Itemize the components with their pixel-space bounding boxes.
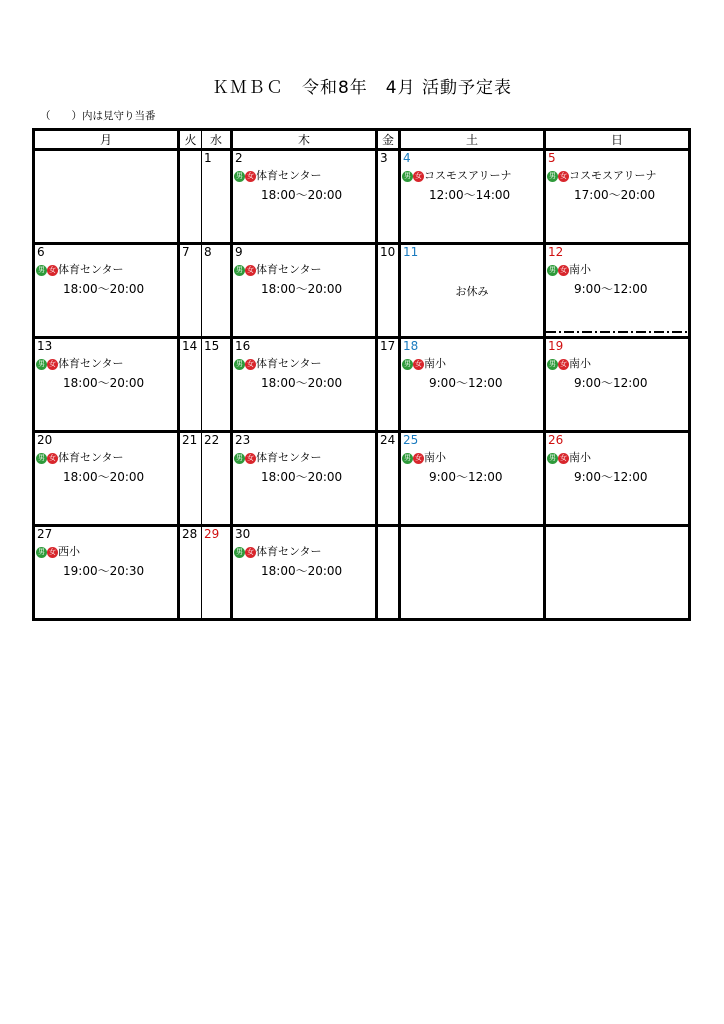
male-badge-icon: 男: [236, 265, 243, 274]
day-cell-mon: [34, 338, 179, 432]
event-time: 9:00～12:00: [574, 376, 648, 390]
place-label: 体育センター: [58, 451, 124, 464]
day-cell-fri: [377, 150, 400, 244]
event-time: 18:00～20:00: [261, 564, 343, 578]
date-number: 19: [548, 339, 564, 353]
date-number: 11: [403, 245, 419, 259]
day-cell-thu: [232, 244, 377, 338]
header-sat: 土: [400, 130, 545, 150]
event-time: 18:00～20:00: [63, 376, 145, 390]
event-place: [35, 451, 177, 465]
female-badge-icon: 女: [247, 453, 254, 462]
day-cell-tue: [179, 432, 202, 526]
date-number: 14: [182, 339, 198, 353]
day-cell-sat: [400, 244, 545, 338]
date-number: 20: [37, 433, 53, 447]
date-number: 3: [380, 151, 388, 165]
date-number: 1: [204, 151, 212, 165]
male-badge-icon: 男: [549, 171, 556, 180]
place-label: 体育センター: [256, 263, 322, 276]
female-badge-icon: 女: [49, 265, 56, 274]
day-cell-fri: [377, 244, 400, 338]
place-label: 南小: [569, 263, 591, 276]
header-tue: 火: [179, 130, 202, 150]
male-badge-icon: 男: [236, 171, 243, 180]
date-number: 9: [235, 245, 243, 259]
week-row: [34, 150, 690, 244]
date-number: 12: [548, 245, 564, 259]
female-badge-icon: 女: [247, 265, 254, 274]
header-mon: 月: [34, 130, 179, 150]
female-badge-icon: 女: [415, 171, 422, 180]
female-badge-icon: 女: [560, 265, 567, 274]
date-number: 29: [204, 527, 220, 541]
header-thu: 木: [232, 130, 377, 150]
day-cell-sat: [400, 526, 545, 620]
day-cell-sun: [545, 526, 690, 620]
event-time: 9:00～12:00: [429, 376, 503, 390]
week-row: [34, 526, 690, 620]
date-number: 23: [235, 433, 251, 447]
day-cell-mon: [34, 244, 179, 338]
male-badge-icon: 男: [404, 453, 411, 462]
date-number: 6: [37, 245, 45, 259]
day-cell-wed: [202, 526, 232, 620]
date-number: 8: [204, 245, 212, 259]
place-label: 南小: [569, 451, 591, 464]
male-badge-icon: 男: [549, 359, 556, 368]
day-cell-sun: [545, 432, 690, 526]
event-place: [233, 263, 375, 277]
day-cell-fri: [377, 526, 400, 620]
rest-label: お休み: [455, 285, 489, 298]
day-cell-sun: [545, 338, 690, 432]
place-label: 西小: [58, 545, 80, 558]
day-cell-mon: [34, 432, 179, 526]
event-place: [233, 545, 375, 559]
event-place: [233, 169, 375, 183]
place-label: 南小: [424, 451, 446, 464]
event-time: 12:00～14:00: [429, 188, 511, 202]
event-place: [233, 357, 375, 371]
date-number: 17: [380, 339, 396, 353]
date-number: 22: [204, 433, 220, 447]
event-time: 9:00～12:00: [429, 470, 503, 484]
event-place: [546, 451, 688, 465]
date-number: 15: [204, 339, 220, 353]
male-badge-icon: 男: [404, 171, 411, 180]
male-badge-icon: 男: [38, 547, 45, 556]
date-number: 4: [403, 151, 411, 165]
day-cell-sun: [545, 244, 690, 338]
event-place: [401, 451, 543, 465]
duty-note: （ ）内は見守り当番: [40, 110, 156, 122]
event-time: 18:00～20:00: [261, 282, 343, 296]
day-cell-sun: [545, 150, 690, 244]
day-cell-wed: [202, 150, 232, 244]
event-place: [546, 263, 688, 277]
place-label: 体育センター: [256, 169, 322, 182]
event-time: 18:00～20:00: [261, 188, 343, 202]
female-badge-icon: 女: [415, 359, 422, 368]
day-cell-thu: [232, 150, 377, 244]
day-cell-sat: [400, 338, 545, 432]
male-badge-icon: 男: [549, 265, 556, 274]
date-number: 13: [37, 339, 53, 353]
place-label: 体育センター: [58, 263, 124, 276]
place-label: 体育センター: [256, 545, 322, 558]
day-cell-wed: [202, 432, 232, 526]
female-badge-icon: 女: [560, 453, 567, 462]
header-sun: 日: [545, 130, 690, 150]
female-badge-icon: 女: [247, 359, 254, 368]
event-time: 9:00～12:00: [574, 282, 648, 296]
event-place: [35, 545, 177, 559]
date-number: 16: [235, 339, 251, 353]
dash-dot-divider: [546, 319, 688, 338]
calendar-table: [32, 128, 691, 621]
day-cell-tue: [179, 150, 202, 244]
header-wed: 水: [202, 130, 232, 150]
day-cell-tue: [179, 338, 202, 432]
week-row: [34, 244, 690, 338]
female-badge-icon: 女: [560, 171, 567, 180]
date-number: 18: [403, 339, 419, 353]
day-cell-thu: [232, 432, 377, 526]
page-title: ＫＭＢＣ 令和8年 4月 活動予定表: [211, 78, 513, 98]
date-number: 25: [403, 433, 419, 447]
female-badge-icon: 女: [49, 547, 56, 556]
day-cell-tue: [179, 526, 202, 620]
place-label: 南小: [424, 357, 446, 370]
event-place: [401, 357, 543, 371]
female-badge-icon: 女: [49, 359, 56, 368]
day-cell-mon: [34, 526, 179, 620]
female-badge-icon: 女: [49, 453, 56, 462]
event-time: 18:00～20:00: [63, 282, 145, 296]
date-number: 10: [380, 245, 396, 259]
date-number: 24: [380, 433, 396, 447]
week-row: [34, 432, 690, 526]
event-time: 9:00～12:00: [574, 470, 648, 484]
male-badge-icon: 男: [549, 453, 556, 462]
date-number: 28: [182, 527, 198, 541]
day-cell-sat: [400, 150, 545, 244]
place-label: 体育センター: [58, 357, 124, 370]
place-label: 南小: [569, 357, 591, 370]
day-cell-thu: [232, 526, 377, 620]
day-cell-fri: [377, 432, 400, 526]
event-place: [546, 169, 688, 183]
date-number: 27: [37, 527, 53, 541]
female-badge-icon: 女: [247, 171, 254, 180]
event-time: 19:00～20:30: [63, 564, 145, 578]
day-cell-thu: [232, 338, 377, 432]
male-badge-icon: 男: [38, 265, 45, 274]
date-number: 21: [182, 433, 198, 447]
event-place: [233, 451, 375, 465]
day-cell-wed: [202, 338, 232, 432]
event-time: 17:00～20:00: [574, 188, 656, 202]
day-cell-mon: [34, 150, 179, 244]
header-fri: 金: [377, 130, 400, 150]
date-number: 2: [235, 151, 243, 165]
male-badge-icon: 男: [236, 359, 243, 368]
date-number: 26: [548, 433, 564, 447]
male-badge-icon: 男: [38, 359, 45, 368]
day-cell-fri: [377, 338, 400, 432]
weekday-header-row: [34, 130, 690, 150]
male-badge-icon: 男: [236, 453, 243, 462]
event-place: [546, 357, 688, 371]
place-label: 体育センター: [256, 357, 322, 370]
day-cell-sat: [400, 432, 545, 526]
female-badge-icon: 女: [560, 359, 567, 368]
place-label: 体育センター: [256, 451, 322, 464]
date-number: 5: [548, 151, 556, 165]
event-place: [35, 357, 177, 371]
event-time: 18:00～20:00: [63, 470, 145, 484]
male-badge-icon: 男: [236, 547, 243, 556]
date-number: 7: [182, 245, 190, 259]
day-cell-wed: [202, 244, 232, 338]
day-cell-tue: [179, 244, 202, 338]
event-place: [401, 169, 543, 183]
male-badge-icon: 男: [38, 453, 45, 462]
female-badge-icon: 女: [247, 547, 254, 556]
male-badge-icon: 男: [404, 359, 411, 368]
date-number: 30: [235, 527, 251, 541]
place-label: コスモスアリーナ: [424, 169, 512, 182]
female-badge-icon: 女: [415, 453, 422, 462]
event-time: 18:00～20:00: [261, 470, 343, 484]
place-label: コスモスアリーナ: [569, 169, 657, 182]
event-place: [35, 263, 177, 277]
week-row: [34, 338, 690, 432]
event-time: 18:00～20:00: [261, 376, 343, 390]
